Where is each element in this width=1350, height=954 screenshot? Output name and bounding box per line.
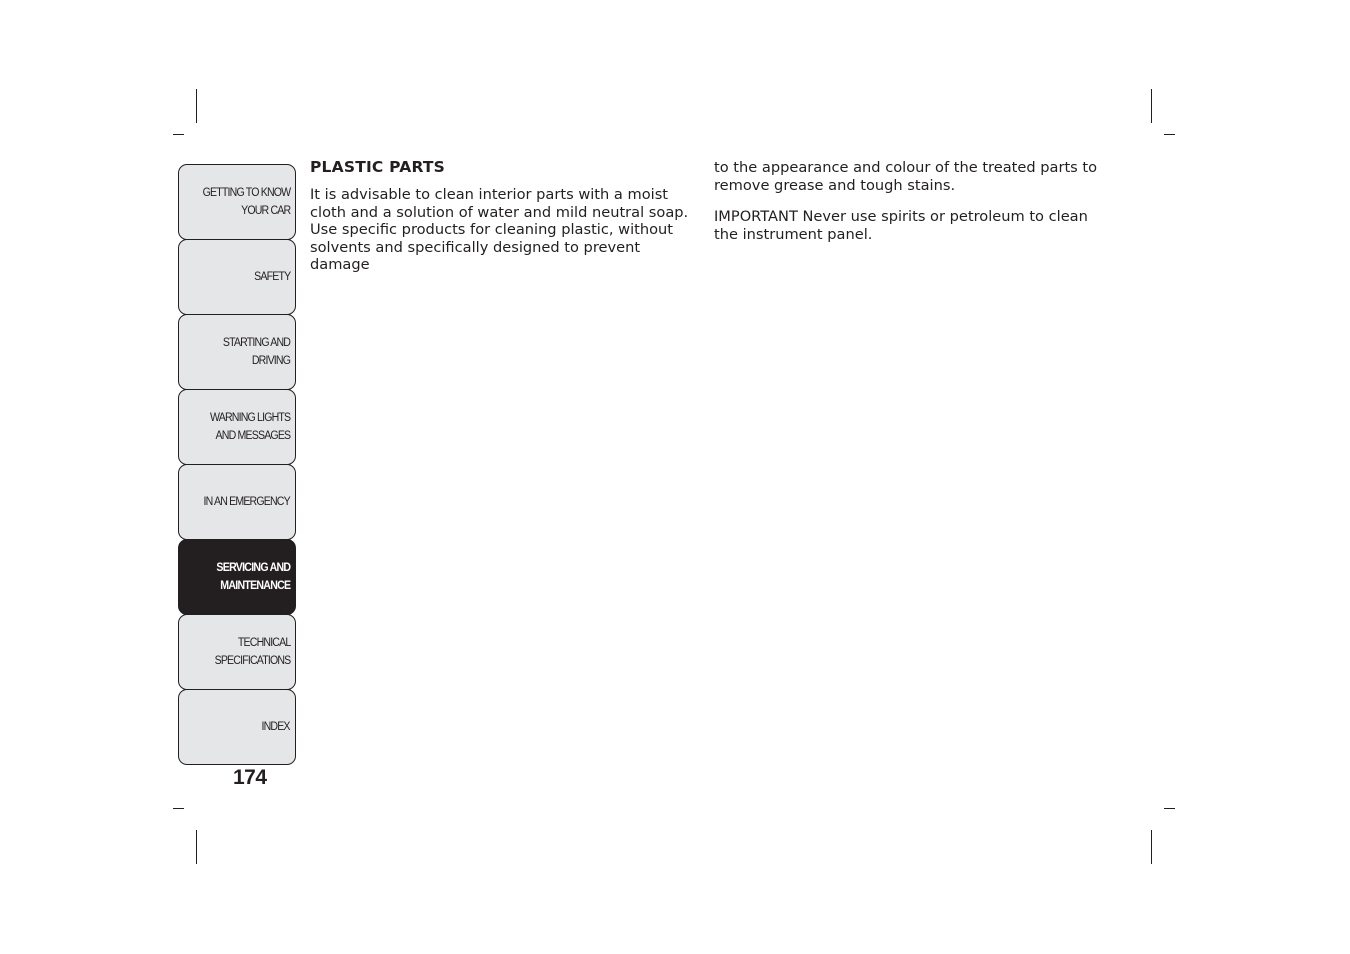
tab-label: SAFETY — [253, 271, 290, 283]
page-number: 174 — [233, 766, 267, 789]
tab-label: WARNING LIGHTS AND MESSAGES — [209, 412, 290, 442]
section-heading: PLASTIC PARTS — [310, 158, 446, 176]
crop-mark — [173, 134, 184, 135]
tab-technical-specifications[interactable] — [178, 614, 296, 690]
tab-label: INDEX — [261, 721, 290, 733]
chapter-tabs — [178, 164, 296, 765]
tab-getting-to-know-your-car[interactable] — [178, 164, 296, 240]
crop-mark — [1151, 89, 1152, 123]
crop-mark — [196, 830, 197, 864]
tab-label: TECHNICAL SPECIFICATIONS — [214, 637, 290, 667]
crop-mark — [1164, 134, 1175, 135]
paragraph-cleaning-part-1: It is advisable to clean interior parts with a moist cloth and a solution of water and mild neutral soap. Use specific products for cleaning plastic, without solvents and specifically designed to prevent damage — [310, 186, 689, 274]
tab-label: GETTING TO KNOW YOUR CAR — [202, 187, 290, 217]
crop-mark — [173, 808, 184, 809]
crop-mark — [196, 89, 197, 123]
tab-safety[interactable] — [178, 239, 296, 315]
tab-in-an-emergency[interactable] — [178, 464, 296, 540]
tab-label: IN AN EMERGENCY — [203, 496, 290, 508]
tab-warning-lights-and-messages[interactable] — [178, 389, 296, 465]
tab-servicing-and-maintenance[interactable] — [178, 539, 296, 615]
tab-label: STARTING AND DRIVING — [222, 337, 290, 367]
text-column-left — [310, 158, 694, 288]
tab-label: SERVICING AND MAINTENANCE — [216, 562, 290, 592]
paragraph-important-note: IMPORTANT Never use spirits or petroleum to clean the instrument panel. — [714, 208, 1088, 243]
text-column-right — [714, 158, 1102, 257]
paragraph-cleaning-part-2: to the appearance and colour of the treated parts to remove grease and tough stains. — [714, 159, 1098, 194]
crop-mark — [1151, 830, 1152, 864]
tab-index[interactable] — [178, 689, 296, 765]
tab-starting-and-driving[interactable] — [178, 314, 296, 390]
crop-mark — [1164, 808, 1175, 809]
